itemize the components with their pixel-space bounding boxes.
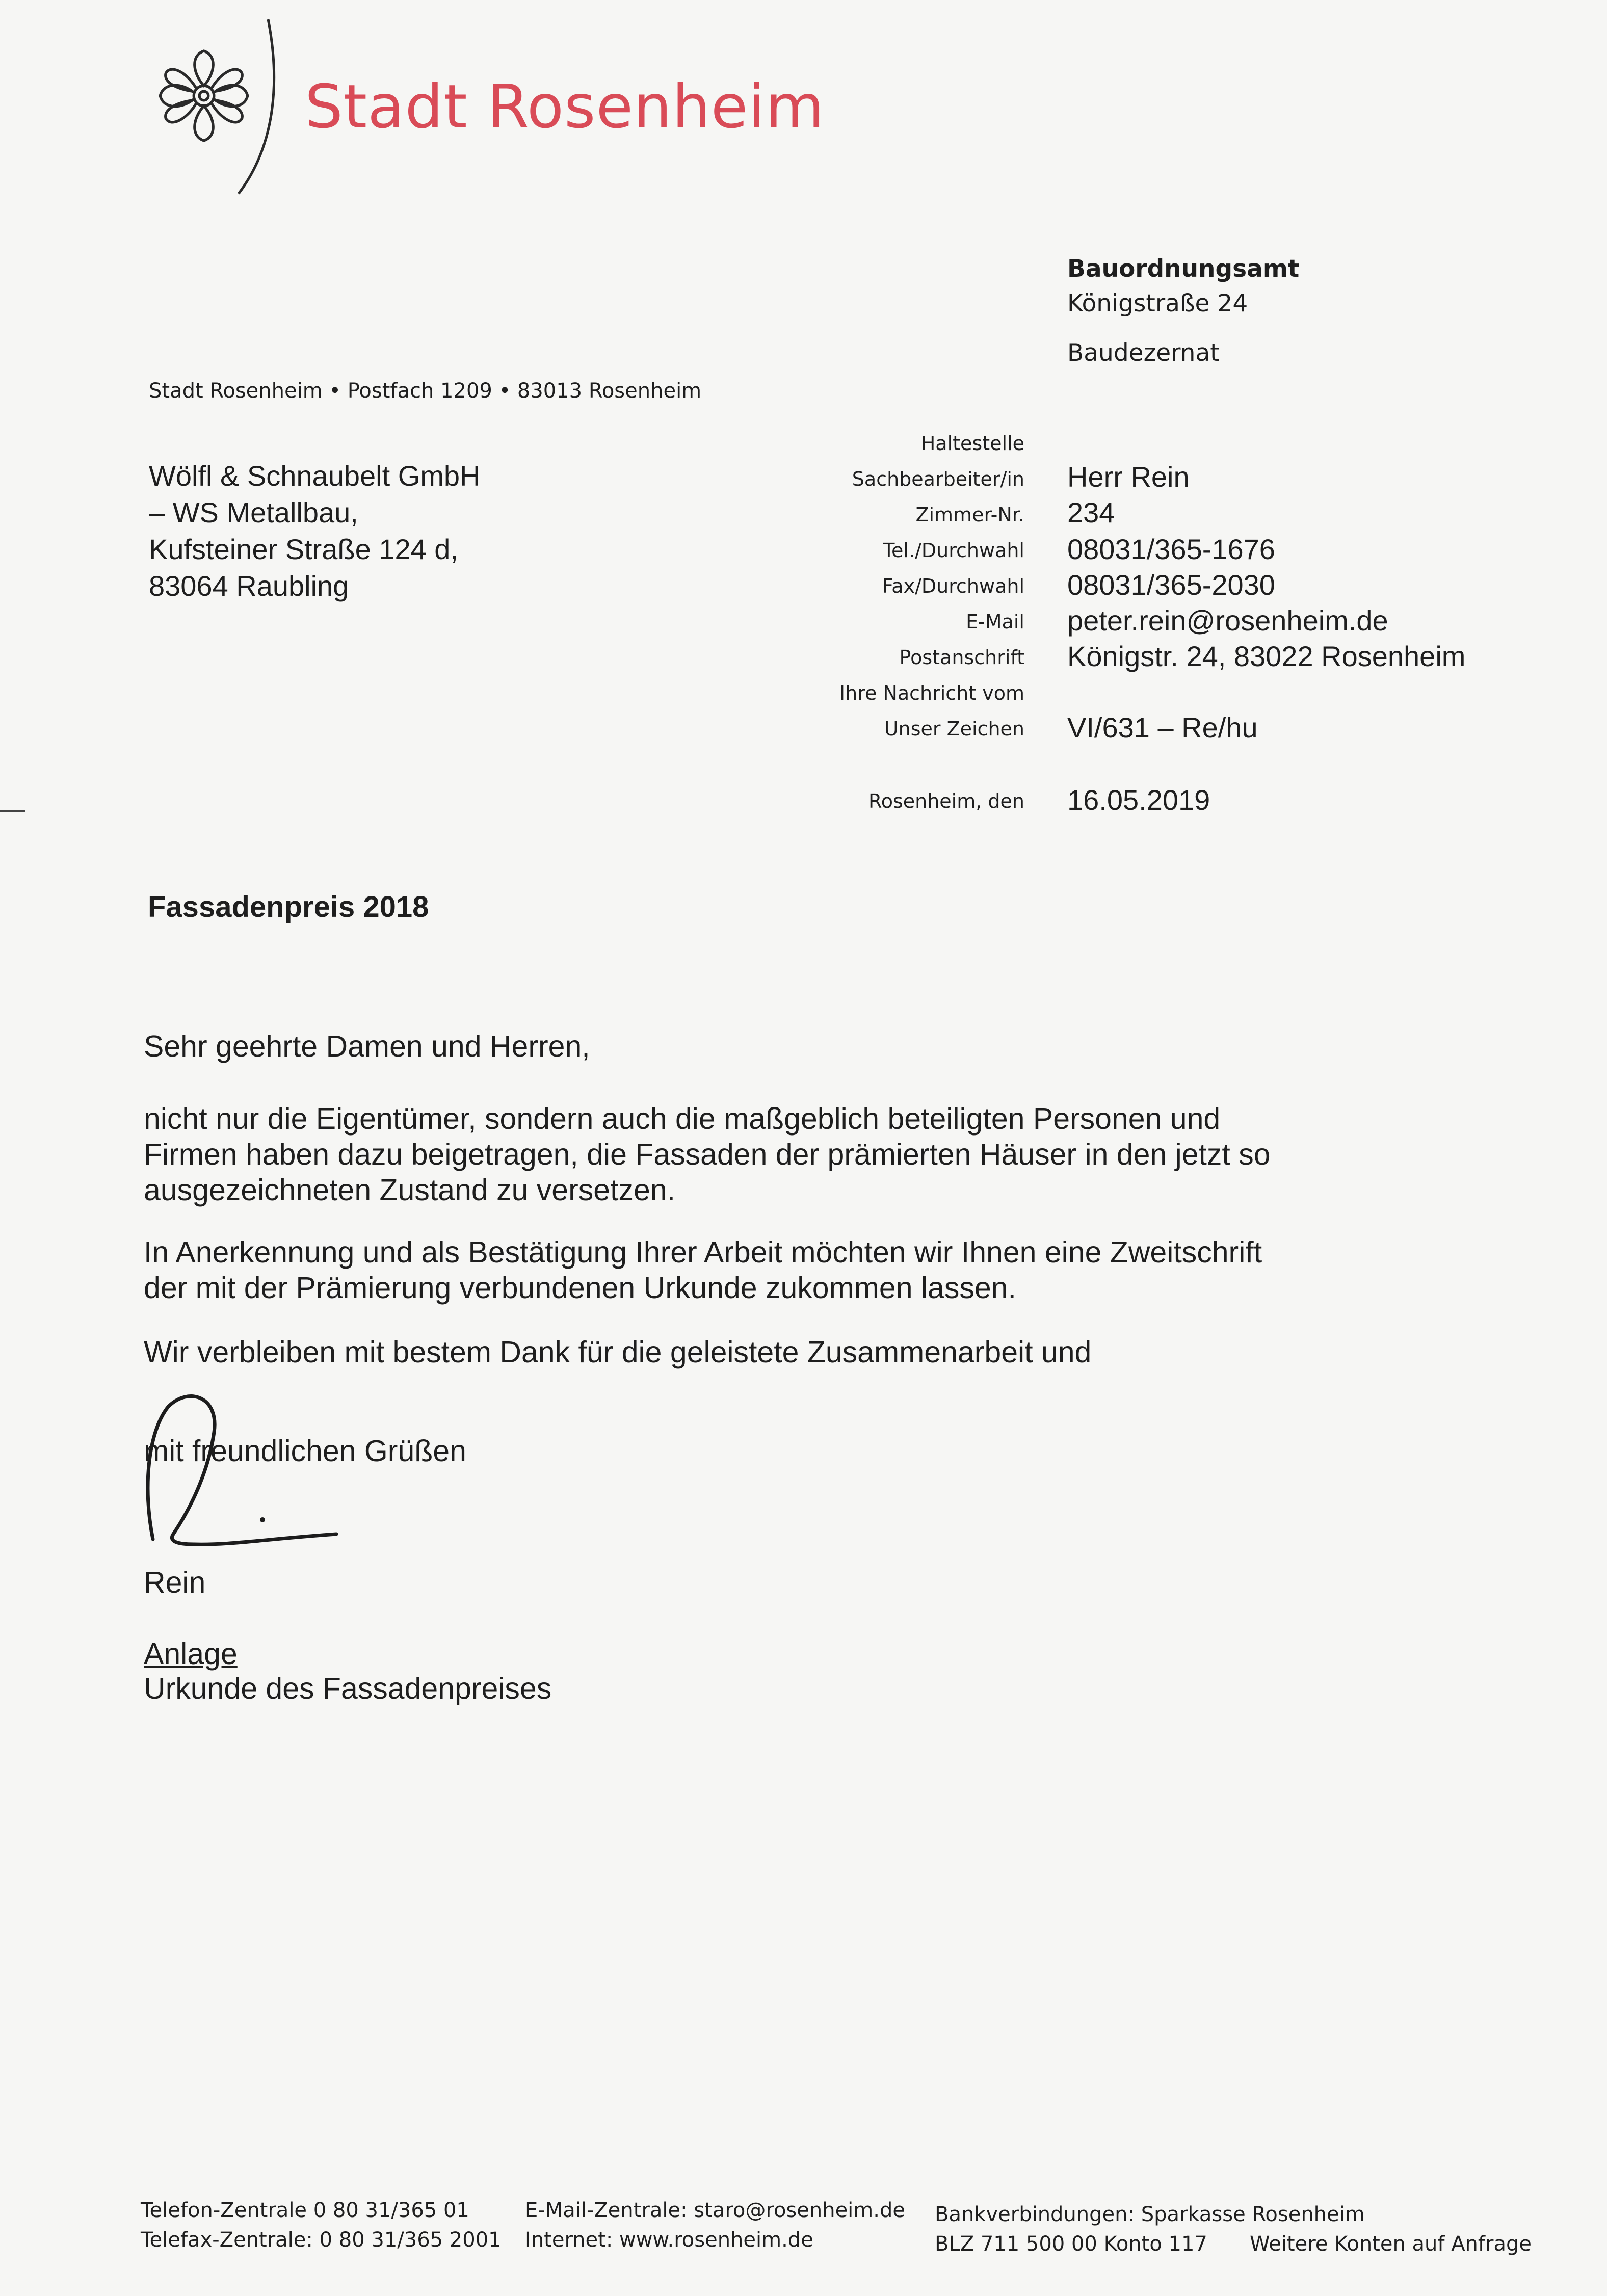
label-sachbearbeiter: Sachbearbeiter/in xyxy=(852,468,1024,490)
paragraph-1 xyxy=(144,1101,1520,1208)
label-zimmer: Zimmer-Nr. xyxy=(915,504,1024,526)
org-name: Stadt Rosenheim xyxy=(305,71,825,142)
paragraph-2 xyxy=(144,1234,1520,1306)
recipient-line: 83064 Raubling xyxy=(149,570,349,602)
label-fax: Fax/Durchwahl xyxy=(882,575,1024,597)
value-zimmer: 234 xyxy=(1067,496,1115,529)
enclosure-item: Urkunde des Fassadenpreises xyxy=(144,1672,552,1705)
value-email: peter.rein@rosenheim.de xyxy=(1067,604,1388,637)
value-datum: 16.05.2019 xyxy=(1067,784,1210,816)
letter-subject: Fassadenpreis 2018 xyxy=(148,890,429,923)
value-tel: 08031/365-1676 xyxy=(1067,533,1275,565)
label-ihre-nachricht: Ihre Nachricht vom xyxy=(839,682,1024,704)
division-name: Baudezernat xyxy=(1067,339,1220,367)
footer-phone xyxy=(141,2196,502,2255)
value-postanschrift: Königstr. 24, 83022 Rosenheim xyxy=(1067,640,1466,672)
label-postanschrift: Postanschrift xyxy=(899,646,1024,669)
closing: mit freundlichen Grüßen xyxy=(144,1434,466,1468)
footer-email-zentrale: E-Mail-Zentrale: staro@rosenheim.de xyxy=(525,2199,905,2222)
label-datum: Rosenheim, den xyxy=(868,790,1024,812)
value-sachbearbeiter: Herr Rein xyxy=(1067,461,1190,493)
sender-line: Stadt Rosenheim • Postfach 1209 • 83013 Rosenheim xyxy=(149,379,702,403)
logo-divider-line xyxy=(228,15,284,199)
paragraph-line: ausgezeichneten Zustand zu versetzen. xyxy=(144,1173,675,1207)
footer-internet: Internet: www.rosenheim.de xyxy=(525,2228,813,2252)
paragraph-3: Wir verbleiben mit bestem Dank für die geleistete Zusammenarbeit und xyxy=(144,1335,1092,1369)
recipient-address xyxy=(149,458,480,604)
footer-tel-zentrale: Telefon-Zentrale 0 80 31/365 01 xyxy=(141,2199,469,2222)
department-name: Bauordnungsamt xyxy=(1067,255,1300,283)
signer-name: Rein xyxy=(144,1566,206,1599)
paragraph-line: Firmen haben dazu beigetragen, die Fassaden der prämierten Häuser in den jetzt so xyxy=(144,1138,1271,1171)
recipient-line: – WS Metallbau, xyxy=(149,496,358,529)
salutation: Sehr geehrte Damen und Herren, xyxy=(144,1030,590,1063)
label-unser-zeichen: Unser Zeichen xyxy=(884,718,1024,740)
paragraph-line: nicht nur die Eigentümer, sondern auch die maßgeblich beteiligten Personen und xyxy=(144,1102,1221,1136)
paragraph-line: In Anerkennung und als Bestätigung Ihrer Arbeit möchten wir Ihnen eine Zweitschrift xyxy=(144,1235,1262,1269)
value-fax: 08031/365-2030 xyxy=(1067,569,1275,601)
label-haltestelle: Haltestelle xyxy=(920,432,1024,455)
footer-blz: BLZ 711 500 00 Konto 117 xyxy=(935,2232,1207,2256)
footer-bank: Bankverbindungen: Sparkasse Rosenheim xyxy=(935,2203,1365,2226)
recipient-line: Kufsteiner Straße 124 d, xyxy=(149,533,459,565)
label-email: E-Mail xyxy=(966,611,1024,633)
recipient-line: Wölfl & Schnaubelt GmbH xyxy=(149,460,481,492)
fold-mark xyxy=(0,810,25,812)
label-tel: Tel./Durchwahl xyxy=(883,539,1024,562)
footer-weitere: Weitere Konten auf Anfrage xyxy=(1250,2232,1532,2256)
enclosure-heading: Anlage xyxy=(144,1637,238,1671)
department-street: Königstraße 24 xyxy=(1067,289,1248,318)
value-unser-zeichen: VI/631 – Re/hu xyxy=(1067,711,1258,744)
footer-contact xyxy=(525,2196,905,2255)
footer-fax-zentrale: Telefax-Zentrale: 0 80 31/365 2001 xyxy=(141,2228,502,2252)
paragraph-line: der mit der Prämierung verbundenen Urkunde zukommen lassen. xyxy=(144,1271,1016,1305)
